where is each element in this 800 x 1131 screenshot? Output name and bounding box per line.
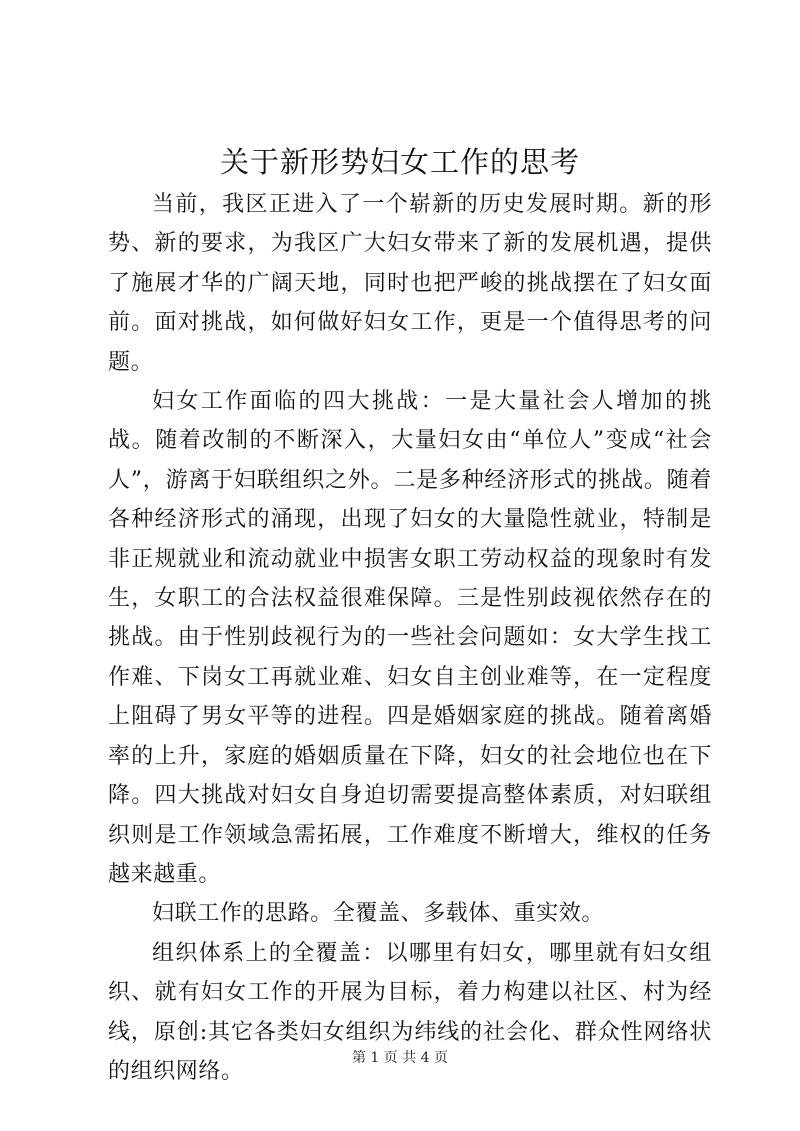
page-number-footer: 第 1 页 共 4 页 [351,1050,449,1066]
paragraph-approach: 妇联工作的思路。全覆盖、多载体、重实效。 [152,901,605,927]
paragraph-challenges: 妇女工作面临的四大挑战：一是大量社会人增加的挑战。随着改制的不断深入，大量妇女由“单位人”变成“社会人”，游离于妇联组织之外。二是多种经济形式的挑战。随着各种经济形式的涌现，出现了妇女的大量隐性就业，特制是非正规就业和流动就业中损害女职工劳动权益的现象时有发生，女职工的合法权益很难保障。三是性别歧视依然存在的挑战。由于性别歧视行为的一些社会问题如：女大学生找工作难、下岗女工再就业难、妇女自主创业难等，在一定程度上阻碍了男女平等的进程。四是婚姻家庭的挑战。随着离婚率的上升，家庭的婚姻质量在下降，妇女的社会地位也在下降。四大挑战对妇女自身迫切需要提高整体素质，对妇联组织则是工作领域急需拓展，工作难度不断增大，维权的任务越来越重。 [108,389,712,887]
document-title: 关于新形势妇女工作的思考 [219,145,580,179]
paragraph-intro: 当前，我区正进入了一个崭新的历史发展时期。新的形势、新的要求，为我区广大妇女带来了新的发展机遇，提供了施展才华的广阔天地，同时也把严峻的挑战摆在了妇女面前。面对挑战，如何做好妇女工作，更是一个值得思考的问题。 [108,192,712,375]
document-body [108,185,712,1091]
paragraph-organization: 组织体系上的全覆盖：以哪里有妇女，哪里就有妇女组织、就有妇女工作的开展为目标，着力构建以社区、村为经线，原创:其它各类妇女组织为纬线的社会化、群众性网络状的组织网络。 [108,940,712,1084]
